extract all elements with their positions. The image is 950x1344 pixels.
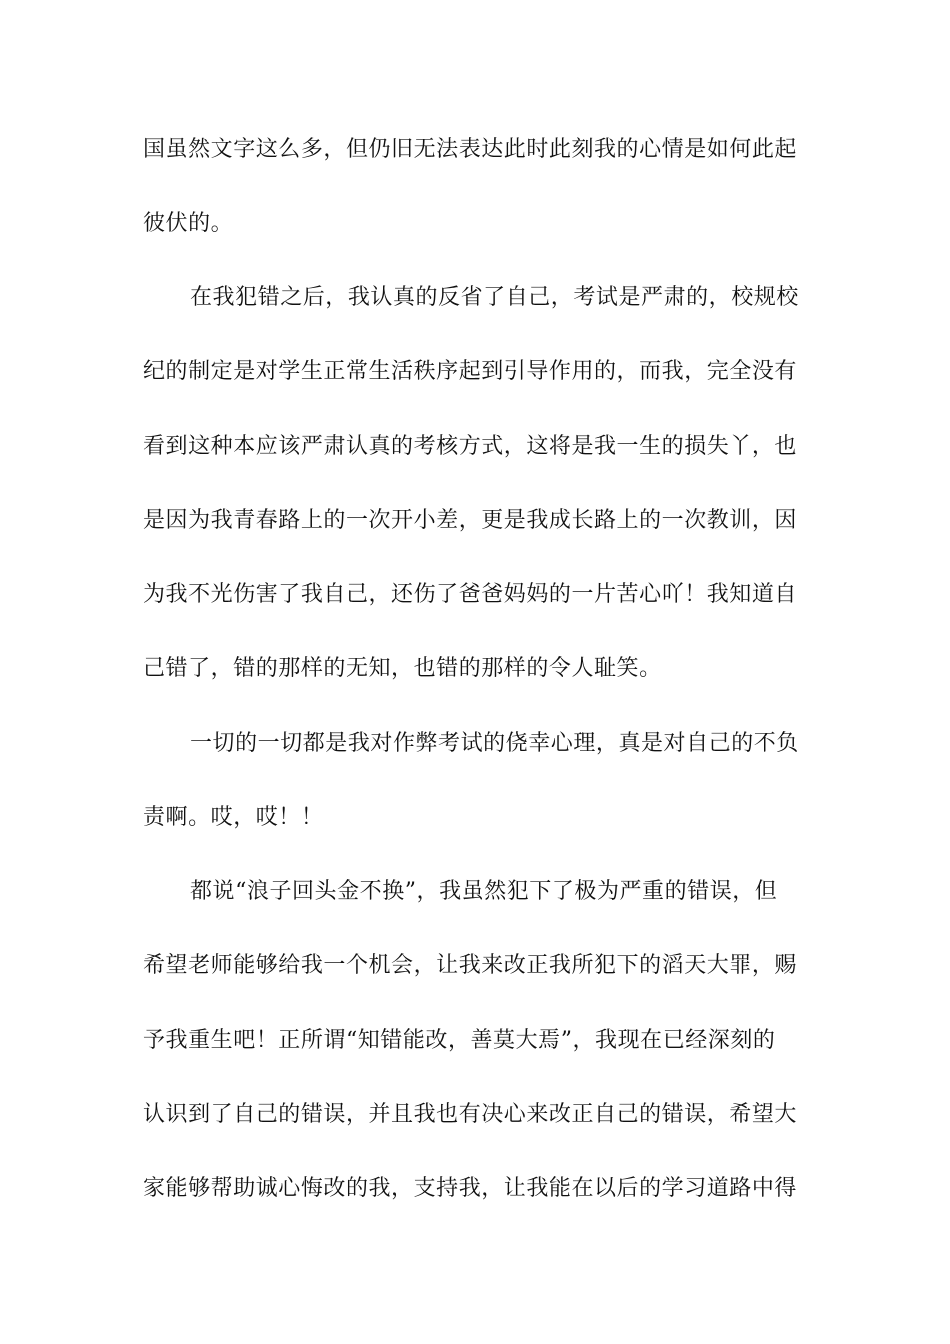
- paragraph-start-line: 在我犯错之后，我认真的反省了自己，考试是严肃的，校规校: [190, 285, 799, 310]
- text-line: 认识到了自己的错误，并且我也有决心来改正自己的错误，希望大: [143, 1102, 797, 1127]
- paragraph-start-line: 一切的一切都是我对作弊考试的侥幸心理，真是对自己的不负: [190, 731, 799, 756]
- text-line: 予我重生吧！正所谓“知错能改，善莫大焉”，我现在已经深刻的: [143, 1028, 776, 1053]
- text-line: 为我不光伤害了我自己，还伤了爸爸妈妈的一片苦心吖！我知道自: [143, 582, 797, 607]
- text-line: 纪的制定是对学生正常生活秩序起到引导作用的，而我，完全没有: [143, 359, 797, 384]
- text-line: 责啊。哎，哎！！: [143, 805, 324, 830]
- text-line: 彼伏的。: [143, 211, 234, 236]
- text-line: 看到这种本应该严肃认真的考核方式，这将是我一生的损失丫，也: [143, 434, 797, 459]
- text-line: 家能够帮助诚心悔改的我，支持我，让我能在以后的学习道路中得: [143, 1176, 797, 1201]
- paragraph-start-line: 都说“浪子回头金不换”，我虽然犯下了极为严重的错误，但: [190, 879, 778, 904]
- text-line: 己错了，错的那样的无知，也错的那样的令人耻笑。: [143, 656, 662, 681]
- text-line: 希望老师能够给我一个机会，让我来改正我所犯下的滔天大罪，赐: [143, 953, 797, 978]
- text-line: 是因为我青春路上的一次开小差，更是我成长路上的一次教训，因: [143, 508, 797, 533]
- text-line: 国虽然文字这么多，但仍旧无法表达此时此刻我的心情是如何此起: [143, 137, 797, 162]
